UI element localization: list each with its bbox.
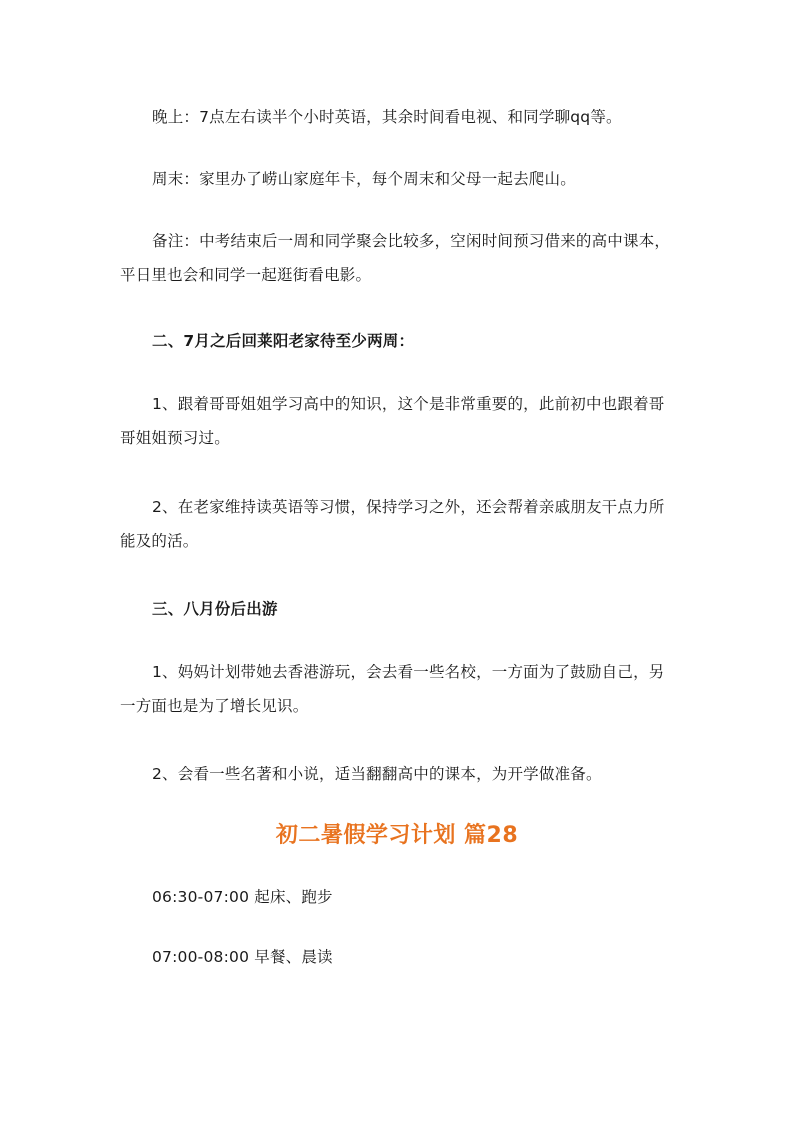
schedule-text: 06:30-07:00 起床、跑步 bbox=[152, 888, 333, 906]
section-2-item-1 bbox=[120, 387, 680, 455]
schedule-text: 07:00-08:00 早餐、晨读 bbox=[152, 948, 333, 966]
section-title: 初二暑假学习计划 篇28 bbox=[275, 823, 519, 848]
heading-text: 三、八月份后出游 bbox=[152, 600, 278, 618]
paragraph-text: 2、会看一些名著和小说，适当翻翻高中的课本，为开学做准备。 bbox=[152, 765, 602, 783]
schedule-item bbox=[120, 940, 680, 974]
paragraph-text: 1、妈妈计划带她去香港游玩，会去看一些名校，一方面为了鼓励自己，另一方面也是为了增长见识。 bbox=[120, 663, 665, 715]
paragraph-evening bbox=[120, 100, 680, 134]
section-3-item-1 bbox=[120, 655, 680, 723]
section-3-heading bbox=[120, 592, 680, 626]
section-3-item-2 bbox=[120, 757, 680, 791]
paragraph-weekend bbox=[120, 162, 680, 196]
paragraph-text: 周末：家里办了崂山家庭年卡，每个周末和父母一起去爬山。 bbox=[152, 170, 576, 188]
heading-text: 二、7月之后回莱阳老家待至少两周： bbox=[152, 332, 415, 350]
paragraph-text: 晚上：7点左右读半个小时英语，其余时间看电视、和同学聊qq等。 bbox=[152, 108, 622, 126]
paragraph-text: 备注：中考结束后一周和同学聚会比较多，空闲时间预习借来的高中课本，平日里也会和同学一起逛街看电影。 bbox=[120, 232, 671, 284]
section-2-heading bbox=[120, 324, 680, 358]
schedule-item bbox=[120, 880, 680, 914]
paragraph-text: 1、跟着哥哥姐姐学习高中的知识，这个是非常重要的，此前初中也跟着哥哥姐姐预习过。 bbox=[120, 395, 665, 447]
section-2-item-2 bbox=[120, 490, 680, 558]
paragraph-note bbox=[120, 224, 680, 292]
paragraph-text: 2、在老家维持读英语等习惯，保持学习之外，还会帮着亲戚朋友干点力所能及的活。 bbox=[120, 498, 665, 550]
